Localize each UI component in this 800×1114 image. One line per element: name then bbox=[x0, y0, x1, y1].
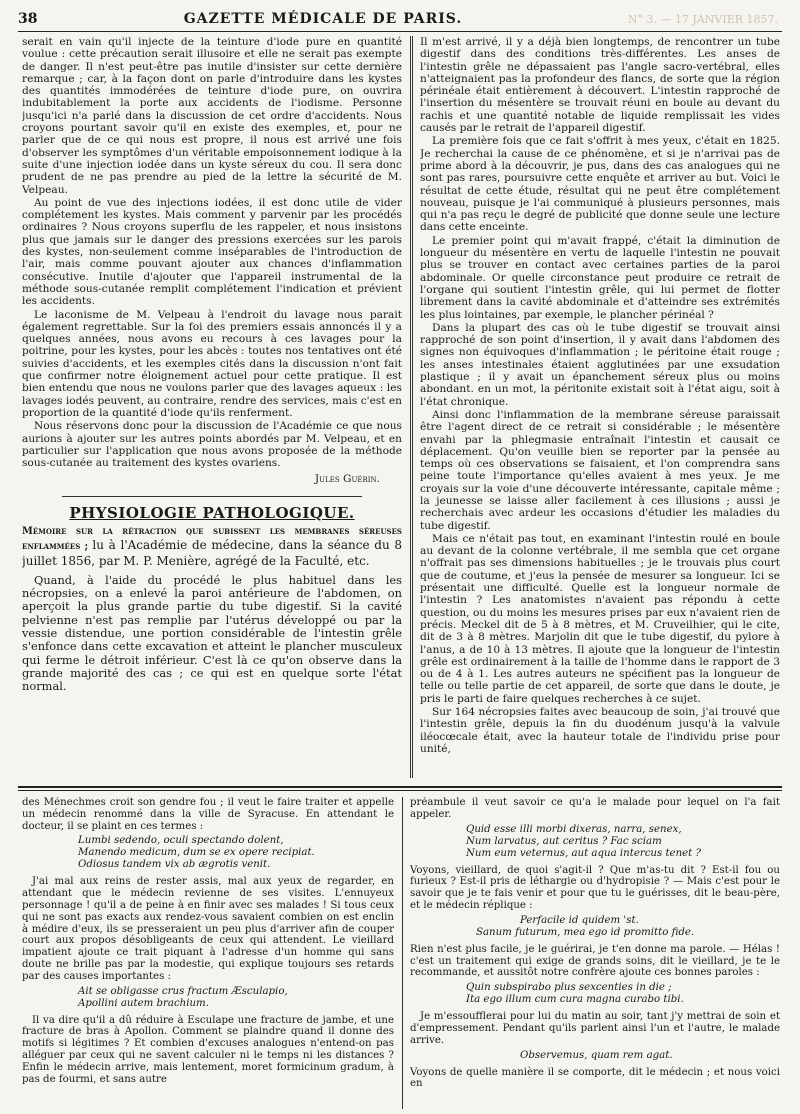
paragraph: Il m'est arrivé, il y a déjà bien longtemps, de rencontrer un tube digestif dans des conditions très-différentes. Les anses de l'intestin grêle ne dépassaient pas l'angle sacro-vertébral, elles n'atteignaient pas la profondeur des flancs, de sorte que la région périnéale était entièrement à découvert. L'intestin rapproché de l'insertion du mésentère se trouvait réuni en boule au devant du rachis et une quantité notable de liquide remplissait les vides causés par le retrait de l'appareil digestif. bbox=[420, 36, 780, 135]
paragraph: Voyons, vieillard, de quoi s'agit-il ? Que m'as-tu dit ? Est-il fou ou furieux ? Est-il pris de léthargie ou d'hydropisie ? — Mais c'est pour le savoir que je te fais venir et pour que tu le guérisses, dit le beau-père, et le médecin réplique : bbox=[410, 864, 780, 911]
paragraph: Je m'essoufflerai pour lui du matin au soir, tant j'y mettrai de soin et d'empressement. Pendant qu'ils parlent ainsi l'un et l'autre, le malade arrive. bbox=[410, 1011, 780, 1046]
memoir-byline: lu à l'Académie de médecine, dans la séance du 8 juillet 1856, par M. P. Menière, agrégé de la Faculté, etc. bbox=[22, 538, 402, 568]
page-number: 38 bbox=[18, 11, 38, 27]
verse-line: Odiosus tandem vix ab ægrotis venit. bbox=[78, 859, 271, 871]
paragraph: Ainsi donc l'inflammation de la membrane séreuse paraissait être l'agent direct de ce retrait si considérable ; le mésentère envahi par la phlegmasie entraînait l'intestin et causait ce déplacement. Qu'on veuille bien se reporter par la pensée au temps où ces observations se faisaient, et l'on comprendra sans peine toute l'importance qu'elles avaient à mes yeux. Je me croyais sur la voie d'une découverte intéressante, capitale même ; la jeunesse se laisse aller facilement à ces illusions ; aussi je recherchais avec ardeur les occasions d'étudier les maladies du tube digestif. bbox=[420, 408, 780, 532]
paragraph: Dans la plupart des cas où le tube digestif se trouvait ainsi rapproché de son point d'insertion, il y avait dans l'abdomen des signes non équivoques d'inflammation ; le péritoine était rouge ; les anses intestinales étaient agglutinées par une exsudation plastique ; il y avait un épanchement séreux plus ou moins abondant. en un mot, la péritonite existait soit à l'état aigu, soit à l'état chronique. bbox=[420, 321, 780, 408]
author-signature: Jules Guérin. bbox=[314, 473, 380, 486]
paragraph: Voyons de quelle manière il se comporte, dit le médecin ; et nous voici en bbox=[410, 1066, 780, 1090]
verse-line: Manendo medicum, dum se ex opere recipiat. bbox=[78, 847, 315, 859]
paragraph: Sur 164 nécropsies faites avec beaucoup de soin, j'ai trouvé que l'intestin grêle, depuis la fin du duodénum jusqu'à la valvule iléocœcale était, avec la hauteur totale de l'individu prise pour unité, bbox=[420, 706, 780, 755]
memoir-heading bbox=[22, 525, 402, 568]
left-column bbox=[22, 36, 402, 778]
latin-quotation bbox=[466, 824, 780, 860]
verse-line: Sanum futurum, mea ego id promitto fide. bbox=[476, 926, 695, 938]
feuilleton-rule bbox=[18, 786, 782, 788]
paragraph: préambule il veut savoir ce qu'a le malade pour lequel on l'a fait appeler. bbox=[410, 797, 780, 820]
journal-title: GAZETTE MÉDICALE DE PARIS. bbox=[183, 11, 463, 27]
paragraph: Quand, à l'aide du procédé le plus habituel dans les nécropsies, on a enlevé la paroi antérieure de l'abdomen, on aperçoit la plus grande partie du tube digestif. Si la cavité pelvienne n'est pas remplie par l'utérus développé ou par la vessie distendue, une portion considérable de l'intestin grêle s'enfonce dans cette excavation et atteint le plancher musculeux qui ferme le détroit inférieur. C'est là ce qu'on observe dans la grande majorité des cas ; ce qui est en quelque sorte l'état normal. bbox=[22, 572, 402, 694]
paragraph: des Ménechmes croit son gendre fou ; il veut le faire traiter et appelle un médecin renommé dans la ville de Syracuse. En attendant le docteur, il se plaint en ces termes : bbox=[22, 797, 394, 832]
bleed-through-text: N° 3. — 17 JANVIER 1857. bbox=[627, 12, 778, 26]
right-column bbox=[420, 36, 780, 778]
page-header bbox=[18, 8, 778, 30]
feuilleton-column-separator bbox=[402, 797, 403, 1109]
memoir-title: Mémoire sur la rétraction que subissent les membranes séreuses enflammées ; bbox=[22, 525, 402, 553]
paragraph: La première fois que ce fait s'offrit à mes yeux, c'était en 1825. Je recherchai la cause de ce phénomène, et si je n'arrivai pas de prime abord à la découvrir, je pus, dans des cas analogues qui ne sont pas rares, poursuivre cette enquête et arriver au but. Voici le résultat de cette étude, résultat qui ne peut être complétement nouveau, puisque je l'ai communiqué à plusieurs personnes, mais qui n'a pas reçu le degré de publicité que donne seule une lecture dans cette enceinte. bbox=[420, 135, 780, 234]
latin-quotation bbox=[78, 986, 394, 1010]
header-rule bbox=[18, 31, 782, 32]
section-divider bbox=[62, 496, 362, 497]
paragraph: Le laconisme de M. Velpeau à l'endroit du lavage nous parait également regrettable. Sur la foi des premiers essais annoncés il y a quelques années, nous avons eu recours à ces lavages pour la poitrine, pour les kystes, pour les abcès : toutes nos tentatives ont été suivies d'accidents, et les exemples cités dans la discussion n'ont fait que confirmer notre éloignement actuel pour cette pratique. Il est bien entendu que nous ne voulons parler que des lavages aqueux : les lavages iodés peuvent, au contraire, rendre des services, mais c'est en proportion de la quantité d'iode qu'ils renferment. bbox=[22, 308, 402, 419]
section-title: PHYSIOLOGIE PATHOLOGIQUE. bbox=[69, 503, 355, 522]
latin-quotation bbox=[466, 982, 780, 1006]
paragraph: J'ai mal aux reins de rester assis, mal aux yeux de regarder, en attendant que le médecin revienne de ses visites. L'ennuyeux personnage ! qu'il a de peine à en finir avec ses malades ! Si tous ceux qui ne sont pas exacts aux rendez-vous savaient combien on est enclin à médire d'eux, ils se presseraient un peu plus d'arriver afin de couper court aux propos désobligeants de ceux qui attendent. Le vieillard impatient ajoute ce trait piquant à l'adresse d'un homme qui sans doute ne brille pas par la modestie, qui explique toujours ses retards par des causes importantes : bbox=[22, 876, 394, 982]
verse-line: Lumbi sedendo, oculi spectando dolent, bbox=[78, 835, 284, 847]
latin-quotation bbox=[78, 835, 394, 871]
paragraph: Nous réservons donc pour la discussion de l'Académie ce que nous aurions à ajouter sur les autres points abordés par M. Velpeau, et en particulier sur l'application que nous avons proposée de la méthode sous-cutanée au traitement des kystes ovariens. bbox=[22, 420, 402, 470]
paragraph: Rien n'est plus facile, je le guérirai, je t'en donne ma parole. — Hélas ! c'est un traitement qui exige de grands soins, dit le vieillard, je te le recommande, et aussitôt notre confrère ajoute ces bonnes paroles : bbox=[410, 943, 780, 979]
latin-quotation bbox=[476, 914, 780, 939]
section-body bbox=[22, 574, 402, 694]
paragraph: Il va dire qu'il a dû réduire à Esculape une fracture de jambe, et une fracture de bras à Apollon. Comment se plaindre quand il donne des motifs si légitimes ? Et combien d'excuses analogues n'entend-on pas alléguer par ceux qui ne savent calculer ni le temps ni les distances ? Enfin le médecin arrive, mais lentement, moret formicinum gradum, à pas de fourmi, et sans autre bbox=[22, 1014, 394, 1085]
verse-line: Observemus, quam rem agat. bbox=[520, 1049, 673, 1061]
feuilleton-left-column bbox=[22, 797, 394, 1109]
latin-quotation bbox=[520, 1050, 780, 1062]
verse-line: Quin subspirabo plus sexcenties in die ; bbox=[466, 982, 672, 994]
verse-line: Perfacile id quidem 'st. bbox=[520, 914, 639, 926]
column-separator bbox=[410, 36, 413, 778]
paragraph: Le premier point qui m'avait frappé, c'était la diminution de longueur du mésentère en vertu de laquelle l'intestin ne pouvait plus se trouver en contact avec certaines parties de la paroi abdominale. Or quelle circonstance peut produire ce retrait de l'organe qui soutient l'intestin grêle, qui lui permet de flotter librement dans la cavité abdominale et d'atteindre ses extrémités les plus lointaines, par exemple, le plancher périnéal ? bbox=[420, 234, 780, 321]
verse-line: Apollini autem brachium. bbox=[78, 997, 209, 1009]
verse-line: Ait se obligasse crus fractum Æsculapio, bbox=[78, 985, 288, 997]
feuilleton-rule-thin bbox=[18, 790, 782, 791]
paragraph: Mais ce n'était pas tout, en examinant l'intestin roulé en boule au devant de la colonne vertébrale, il me sembla que cet organe n'offrait pas ses dimensions habituelles ; je le trouvais plus court que de coutume, et j'eus la pensée de mesurer sa longueur. Ici se présentait une difficulté. Quelle est la longueur normale de l'intestin ? Les anatomistes n'avaient pas répondu à cette question, ou du moins les mesures prises par eux n'avaient rien de précis. Meckel dit de 5 à 8 mètres, et M. Cruveilhier, qui le cite, dit de 3 à 8 mètres. Marjolin dit que le tube digestif, du pylore à l'anus, a de 10 à 13 mètres. Il ajoute que la longueur de l'intestin grêle est ordinairement à la taille de l'homme dans le rapport de 3 ou de 4 à 1. Les autres auteurs ne spécifient pas la longueur de telle ou telle partie de cet appareil, de sorte que dans le doute, je pris le parti de faire quelques recherches à ce sujet. bbox=[420, 532, 780, 705]
verse-line: Num larvatus, aut ceritus ? Fac sciam bbox=[466, 835, 662, 847]
feuilleton-right-column bbox=[410, 797, 780, 1109]
paragraph: Au point de vue des injections iodées, il est donc utile de vider complétement les kystes. Mais comment y parvenir par les procédés ordinaires ? Nous croyons superflu de les rappeler, et nous insistons plus que jamais sur le danger des pressions exercées sur les parois des kystes, non-seulement comme inséparables de l'introduction de l'air, mais comme pouvant ajouter aux chances d'inflammation consécutive. Inutile d'ajouter que l'appareil instrumental de la méthode sous-cutanée remplit complétement l'indication et prévient les accidents. bbox=[22, 196, 402, 308]
verse-line: Num eum veternus, aut aqua intercus tenet ? bbox=[466, 847, 701, 859]
verse-line: Ita ego illum cum cura magna curabo tibi. bbox=[466, 994, 684, 1006]
verse-line: Quid esse illi morbi dixeras, narra, senex, bbox=[466, 823, 682, 835]
paragraph: serait en vain qu'il injecte de la teinture d'iode pure en quantité voulue : cette précaution serait illusoire et elle ne serait pas exempte de danger. Il n'est peut-être pas inutile d'insister sur cette dernière remarque ; car, à la façon dont on parle d'introduire dans les kystes des quantités immodérées de teinture d'iode pure, on ouvrira indubitablement la porte aux accidents de l'iodisme. Personne jusqu'ici n'a parlé dans la discussion de cet ordre d'accidents. Nous croyons pourtant savoir qu'il en existe des exemples, et, pour ne parler que de ce qui nous est propre, il nous est arrivé une fois d'observer les symptômes d'un véritable empoisonnement iodique à la suite d'une injection iodée dans un kyste séreux du cou. Il sera donc prudent de ne pas prendre au pied de la lettre la sécurité de M. Velpeau. bbox=[22, 36, 402, 196]
